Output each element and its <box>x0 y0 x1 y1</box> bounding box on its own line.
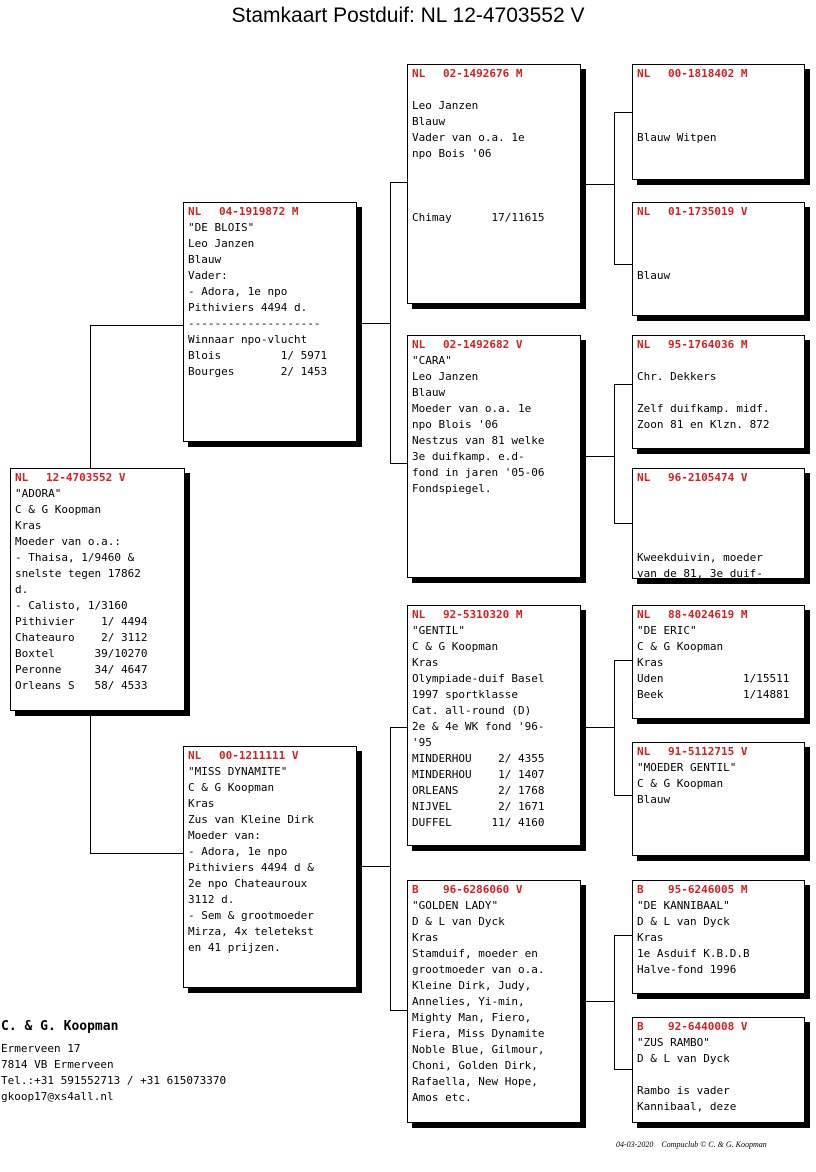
pigeon-info-line: MINDERHOU 2/ 4355 <box>412 752 545 765</box>
ring-code: 88-4024619 M <box>668 608 748 621</box>
ring-country: NL <box>637 67 651 80</box>
pigeon-info-line: Chimay 17/11615 <box>412 211 545 224</box>
ring-country: NL <box>637 338 651 351</box>
pigeon-info-line <box>637 353 800 369</box>
pigeon-info-line: Vader van o.a. 1e <box>412 131 525 144</box>
pigeon-info-line: - Adora, 1e npo <box>188 285 288 298</box>
ring-country: B <box>637 883 644 896</box>
pigeon-info-line: 3e duifkamp. e.d- <box>412 450 525 463</box>
pigeon-info-line: 1997 sportklasse <box>412 688 518 701</box>
pigeon-info-line: NIJVEL 2/ 1671 <box>412 800 545 813</box>
pigeon-info-line: Kras <box>188 797 215 810</box>
ring-country: NL <box>637 471 651 484</box>
connector-line <box>581 727 615 728</box>
connector-line <box>614 112 632 113</box>
pigeon-info-line: Mirza, 4x teletekst <box>188 925 314 938</box>
pigeon-info-line: "DE KANNIBAAL" <box>637 899 730 912</box>
connector-line <box>614 660 615 796</box>
pigeon-info-line: C & G Koopman <box>15 503 102 516</box>
connector-line <box>614 264 632 265</box>
pigeon-info-line: Kras <box>412 931 439 944</box>
connector-line <box>614 1069 632 1070</box>
pigeon-info-line: Zus van Kleine Dirk <box>188 813 314 826</box>
pigeon-info-line <box>412 194 576 210</box>
pigeon-info-line <box>412 82 576 98</box>
ring-code: 12-4703552 V <box>46 471 126 484</box>
pigeon-info-line: Blauw <box>188 253 222 266</box>
connector-line <box>90 713 91 853</box>
pigeon-info-line: D & L van Dyck <box>412 915 505 928</box>
pigeon-card-fmm[interactable] <box>632 468 805 579</box>
pigeon-card-mmm[interactable] <box>632 1017 805 1123</box>
connector-line <box>357 866 391 867</box>
pigeon-info-line: 1e Asduif K.B.D.B <box>637 947 750 960</box>
connector-line <box>614 660 632 661</box>
pigeon-info-line: Zoon 81 en Klzn. 872 <box>637 418 770 431</box>
ring-country: NL <box>412 608 426 621</box>
pigeon-info-line: DUFFEL 11/ 4160 <box>412 816 545 829</box>
pigeon-info-line <box>412 178 576 194</box>
pigeon-info-line: C & G Koopman <box>637 777 724 790</box>
pigeon-info-line: C & G Koopman <box>412 640 499 653</box>
pigeon-info-line: Chateauro 2/ 3112 <box>15 631 148 644</box>
pigeon-info-line: Blauw <box>637 793 671 806</box>
ring-number <box>412 337 576 353</box>
owner-address-city: 7814 VB Ermerveen <box>1 1058 114 1071</box>
pigeon-info-line: '95 <box>412 736 432 749</box>
ring-code: 04-1919872 M <box>219 205 299 218</box>
connector-line <box>581 456 615 457</box>
pigeon-info-line: D & L van Dyck <box>637 1052 730 1065</box>
pigeon-info-line: Mighty Man, Fiero, <box>412 1011 532 1024</box>
ring-country: NL <box>412 67 426 80</box>
pigeon-info-line: C & G Koopman <box>637 640 724 653</box>
ring-code: 91-5112715 V <box>668 745 748 758</box>
ring-code: 92-6440008 V <box>668 1020 748 1033</box>
pigeon-info-line: Choni, Golden Dirk, <box>412 1059 538 1072</box>
pigeon-info-line: ORLEANS 2/ 1768 <box>412 784 545 797</box>
ring-number <box>188 748 352 764</box>
ring-number <box>637 470 800 486</box>
footer-credit: 04-03-2020 Compuclub © C. & G. Koopman <box>616 1140 767 1149</box>
pigeon-info-line: Rambo is vader <box>637 1084 730 1097</box>
connector-line <box>614 112 615 265</box>
pigeon-info-line: "GENTIL" <box>412 624 465 637</box>
pigeon-info-line <box>637 114 800 130</box>
ring-number <box>637 744 800 760</box>
page-title: Stamkaart Postduif: NL 12-4703552 V <box>231 4 585 27</box>
ring-number <box>637 204 800 220</box>
pigeon-info-line: -------------------- <box>188 317 321 330</box>
connector-line <box>614 935 615 1070</box>
pigeon-info-line: Leo Janzen <box>412 370 479 383</box>
pigeon-info-line: Rafaella, New Hope, <box>412 1075 538 1088</box>
ring-country: NL <box>188 749 202 762</box>
ring-number <box>637 607 800 623</box>
pigeon-info-line: Kras <box>15 519 42 532</box>
pigeon-info-line <box>412 162 576 178</box>
owner-email: gkoop17@xs4all.nl <box>1 1090 114 1103</box>
pigeon-info-line: Boxtel 39/10270 <box>15 647 148 660</box>
pigeon-info-line <box>637 220 800 236</box>
ring-country: B <box>412 883 419 896</box>
pigeon-card-fmf[interactable] <box>632 335 805 449</box>
pigeon-info-line: Kras <box>637 931 664 944</box>
pigeon-info-line: "ZUS RAMBO" <box>637 1036 710 1049</box>
pigeon-info-line: Peronne 34/ 4647 <box>15 663 148 676</box>
pigeon-info-line: Fondspiegel. <box>412 482 492 495</box>
pigeon-info-line <box>637 385 800 401</box>
connector-line <box>90 325 183 326</box>
pigeon-info-line: MINDERHOU 1/ 1407 <box>412 768 545 781</box>
connector-line <box>614 384 632 385</box>
pigeon-info-line: "ADORA" <box>15 487 62 500</box>
ring-code: 95-6246005 M <box>668 883 748 896</box>
pigeon-info-line: Stamduif, moeder en <box>412 947 538 960</box>
connector-line <box>614 795 632 796</box>
pigeon-info-line: Chr. Dekkers <box>637 370 717 383</box>
connector-line <box>90 853 183 854</box>
pigeon-card-mfm[interactable] <box>632 742 805 856</box>
pigeon-info-line: Moeder van o.a. 1e <box>412 402 532 415</box>
connector-line <box>390 727 391 1011</box>
pigeon-info-line: Pithivier 1/ 4494 <box>15 615 148 628</box>
pigeon-info-line <box>637 236 800 252</box>
pigeon-info-line: van de 81, 3e duif- <box>637 567 763 579</box>
connector-line <box>614 523 632 524</box>
connector-line <box>581 184 615 185</box>
ring-country: NL <box>637 608 651 621</box>
pigeon-card-father[interactable] <box>183 202 357 442</box>
pigeon-info-line: 2e & 4e WK fond '96- <box>412 720 545 733</box>
ring-number <box>188 204 352 220</box>
pigeon-info-line: - Thaisa, 1/9460 & <box>15 551 135 564</box>
ring-country: NL <box>412 338 426 351</box>
pigeon-info-line: Zelf duifkamp. midf. <box>637 402 770 415</box>
pigeon-info-line: d. <box>15 583 29 596</box>
pigeon-info-line: Beek 1/14881 <box>637 688 790 701</box>
pigeon-card-fff[interactable] <box>632 64 805 180</box>
ring-country: NL <box>188 205 202 218</box>
pigeon-card-mff[interactable] <box>632 605 805 719</box>
owner-address-street: Ermerveen 17 <box>1 1042 81 1055</box>
pigeon-info-line: Vader: <box>188 269 228 282</box>
ring-country: NL <box>15 471 29 484</box>
ring-code: 01-1735019 V <box>668 205 748 218</box>
pigeon-card-ffm[interactable] <box>632 202 805 316</box>
pigeon-info-line: Olympiade-duif Basel <box>412 672 545 685</box>
pigeon-info-line <box>637 252 800 268</box>
pigeon-info-line: npo Bois '06 <box>412 147 492 160</box>
owner-info <box>1 1018 226 1105</box>
pigeon-info-line: Nestzus van 81 welke <box>412 434 545 447</box>
ring-country: NL <box>637 745 651 758</box>
pigeon-info-line: Kras <box>637 656 664 669</box>
ring-number <box>637 882 800 898</box>
pigeon-info-line: Blauw Witpen <box>637 131 717 144</box>
pigeon-info-line <box>637 534 800 550</box>
connector-line <box>390 182 391 464</box>
pigeon-info-line: C & G Koopman <box>188 781 275 794</box>
pigeon-info-line: Cat. all-round (D) <box>412 704 532 717</box>
pigeon-info-line: npo Blois '06 <box>412 418 499 431</box>
ring-number <box>637 337 800 353</box>
pigeon-info-line: Halve-fond 1996 <box>637 963 737 976</box>
pigeon-info-line: Leo Janzen <box>412 99 479 112</box>
connector-line <box>390 463 407 464</box>
pigeon-card-subject[interactable] <box>10 468 185 711</box>
connector-line <box>614 384 615 524</box>
pigeon-info-line <box>637 98 800 114</box>
pigeon-info-line: - Calisto, 1/3160 <box>15 599 128 612</box>
pigeon-info-line: Blois 1/ 5971 <box>188 349 328 362</box>
pigeon-info-line: Blauw <box>637 269 671 282</box>
pigeon-info-line: fond in jaren '05-06 <box>412 466 545 479</box>
connector-line <box>357 323 391 324</box>
pigeon-info-line: Kweekduivin, moeder <box>637 551 763 564</box>
pigeon-info-line: 3112 d. <box>188 893 235 906</box>
pigeon-info-line <box>637 486 800 502</box>
pigeon-card-mf[interactable] <box>407 605 581 846</box>
owner-name: C. & G. Koopman <box>1 1019 119 1034</box>
ring-code: 00-1818402 M <box>668 67 748 80</box>
pigeon-info-line: Moeder van o.a.: <box>15 535 121 548</box>
connector-line <box>90 325 91 468</box>
ring-code: 02-1492676 M <box>443 67 523 80</box>
pigeon-info-line: "DE BLOIS" <box>188 221 255 234</box>
connector-line <box>390 727 407 728</box>
pigeon-info-line: - Sem & grootmoeder <box>188 909 314 922</box>
pigeon-info-line: "DE ERIC" <box>637 624 697 637</box>
pigeon-info-line: Annelies, Yi-min, <box>412 995 525 1008</box>
pigeon-info-line: Amos etc. <box>412 1091 472 1104</box>
pigeon-info-line: Orleans S 58/ 4533 <box>15 679 148 692</box>
pigeon-info-line: Pithiviers 4494 d. <box>188 301 308 314</box>
pigeon-info-line: "MISS DYNAMITE" <box>188 765 288 778</box>
pigeon-info-line: Uden 1/15511 <box>637 672 790 685</box>
ring-country: B <box>637 1020 644 1033</box>
pigeon-info-line: Kannibaal, deze <box>637 1100 737 1113</box>
pigeon-card-fm[interactable] <box>407 335 581 578</box>
ring-number <box>15 470 180 486</box>
ring-number <box>412 607 576 623</box>
ring-number <box>637 66 800 82</box>
pigeon-info-line: Fiera, Miss Dynamite <box>412 1027 545 1040</box>
pigeon-card-mmf[interactable] <box>632 880 805 994</box>
pigeon-info-line: Blauw <box>412 386 446 399</box>
pigeon-info-line <box>637 502 800 518</box>
pigeon-info-line <box>637 82 800 98</box>
pigeon-info-line: "CARA" <box>412 354 452 367</box>
pigeon-info-line: Winnaar npo-vlucht <box>188 333 308 346</box>
ring-number <box>637 1019 800 1035</box>
ring-number <box>412 66 576 82</box>
connector-line <box>614 935 632 936</box>
pigeon-info-line: en 41 prijzen. <box>188 941 281 954</box>
pigeon-info-line: Kleine Dirk, Judy, <box>412 979 532 992</box>
pigeon-info-line: Moeder van: <box>188 829 261 842</box>
pigeon-info-line: Blauw <box>412 115 446 128</box>
owner-phone: Tel.:+31 591552713 / +31 615073370 <box>1 1074 227 1087</box>
connector-line <box>390 182 407 183</box>
ring-code: 92-5310320 M <box>443 608 523 621</box>
pigeon-info-line: "MOEDER GENTIL" <box>637 761 737 774</box>
pigeon-info-line: Leo Janzen <box>188 237 255 250</box>
ring-code: 95-1764036 M <box>668 338 748 351</box>
pigeon-info-line: "GOLDEN LADY" <box>412 899 499 912</box>
pigeon-info-line: Kras <box>412 656 439 669</box>
pigeon-info-line: snelste tegen 17862 <box>15 567 141 580</box>
pigeon-card-mm[interactable] <box>407 880 581 1123</box>
ring-code: 00-1211111 V <box>219 749 299 762</box>
pigeon-info-line: grootmoeder van o.a. <box>412 963 545 976</box>
pigeon-info-line: D & L van Dyck <box>637 915 730 928</box>
ring-code: 96-6286060 V <box>443 883 523 896</box>
connector-line <box>390 1010 407 1011</box>
pigeon-card-ff[interactable] <box>407 64 581 304</box>
pigeon-info-line <box>637 1067 800 1083</box>
ring-code: 02-1492682 V <box>443 338 523 351</box>
pigeon-card-mother[interactable] <box>183 746 357 988</box>
pigeon-info-line: Pithiviers 4494 d & <box>188 861 314 874</box>
pigeon-info-line: 2e npo Chateauroux <box>188 877 308 890</box>
pigeon-info-line: Bourges 2/ 1453 <box>188 365 328 378</box>
pigeon-info-line: - Adora, 1e npo <box>188 845 288 858</box>
ring-code: 96-2105474 V <box>668 471 748 484</box>
pigeon-info-line <box>637 518 800 534</box>
pigeon-info-line: Noble Blue, Gilmour, <box>412 1043 545 1056</box>
ring-country: NL <box>637 205 651 218</box>
connector-line <box>581 1001 615 1002</box>
ring-number <box>412 882 576 898</box>
